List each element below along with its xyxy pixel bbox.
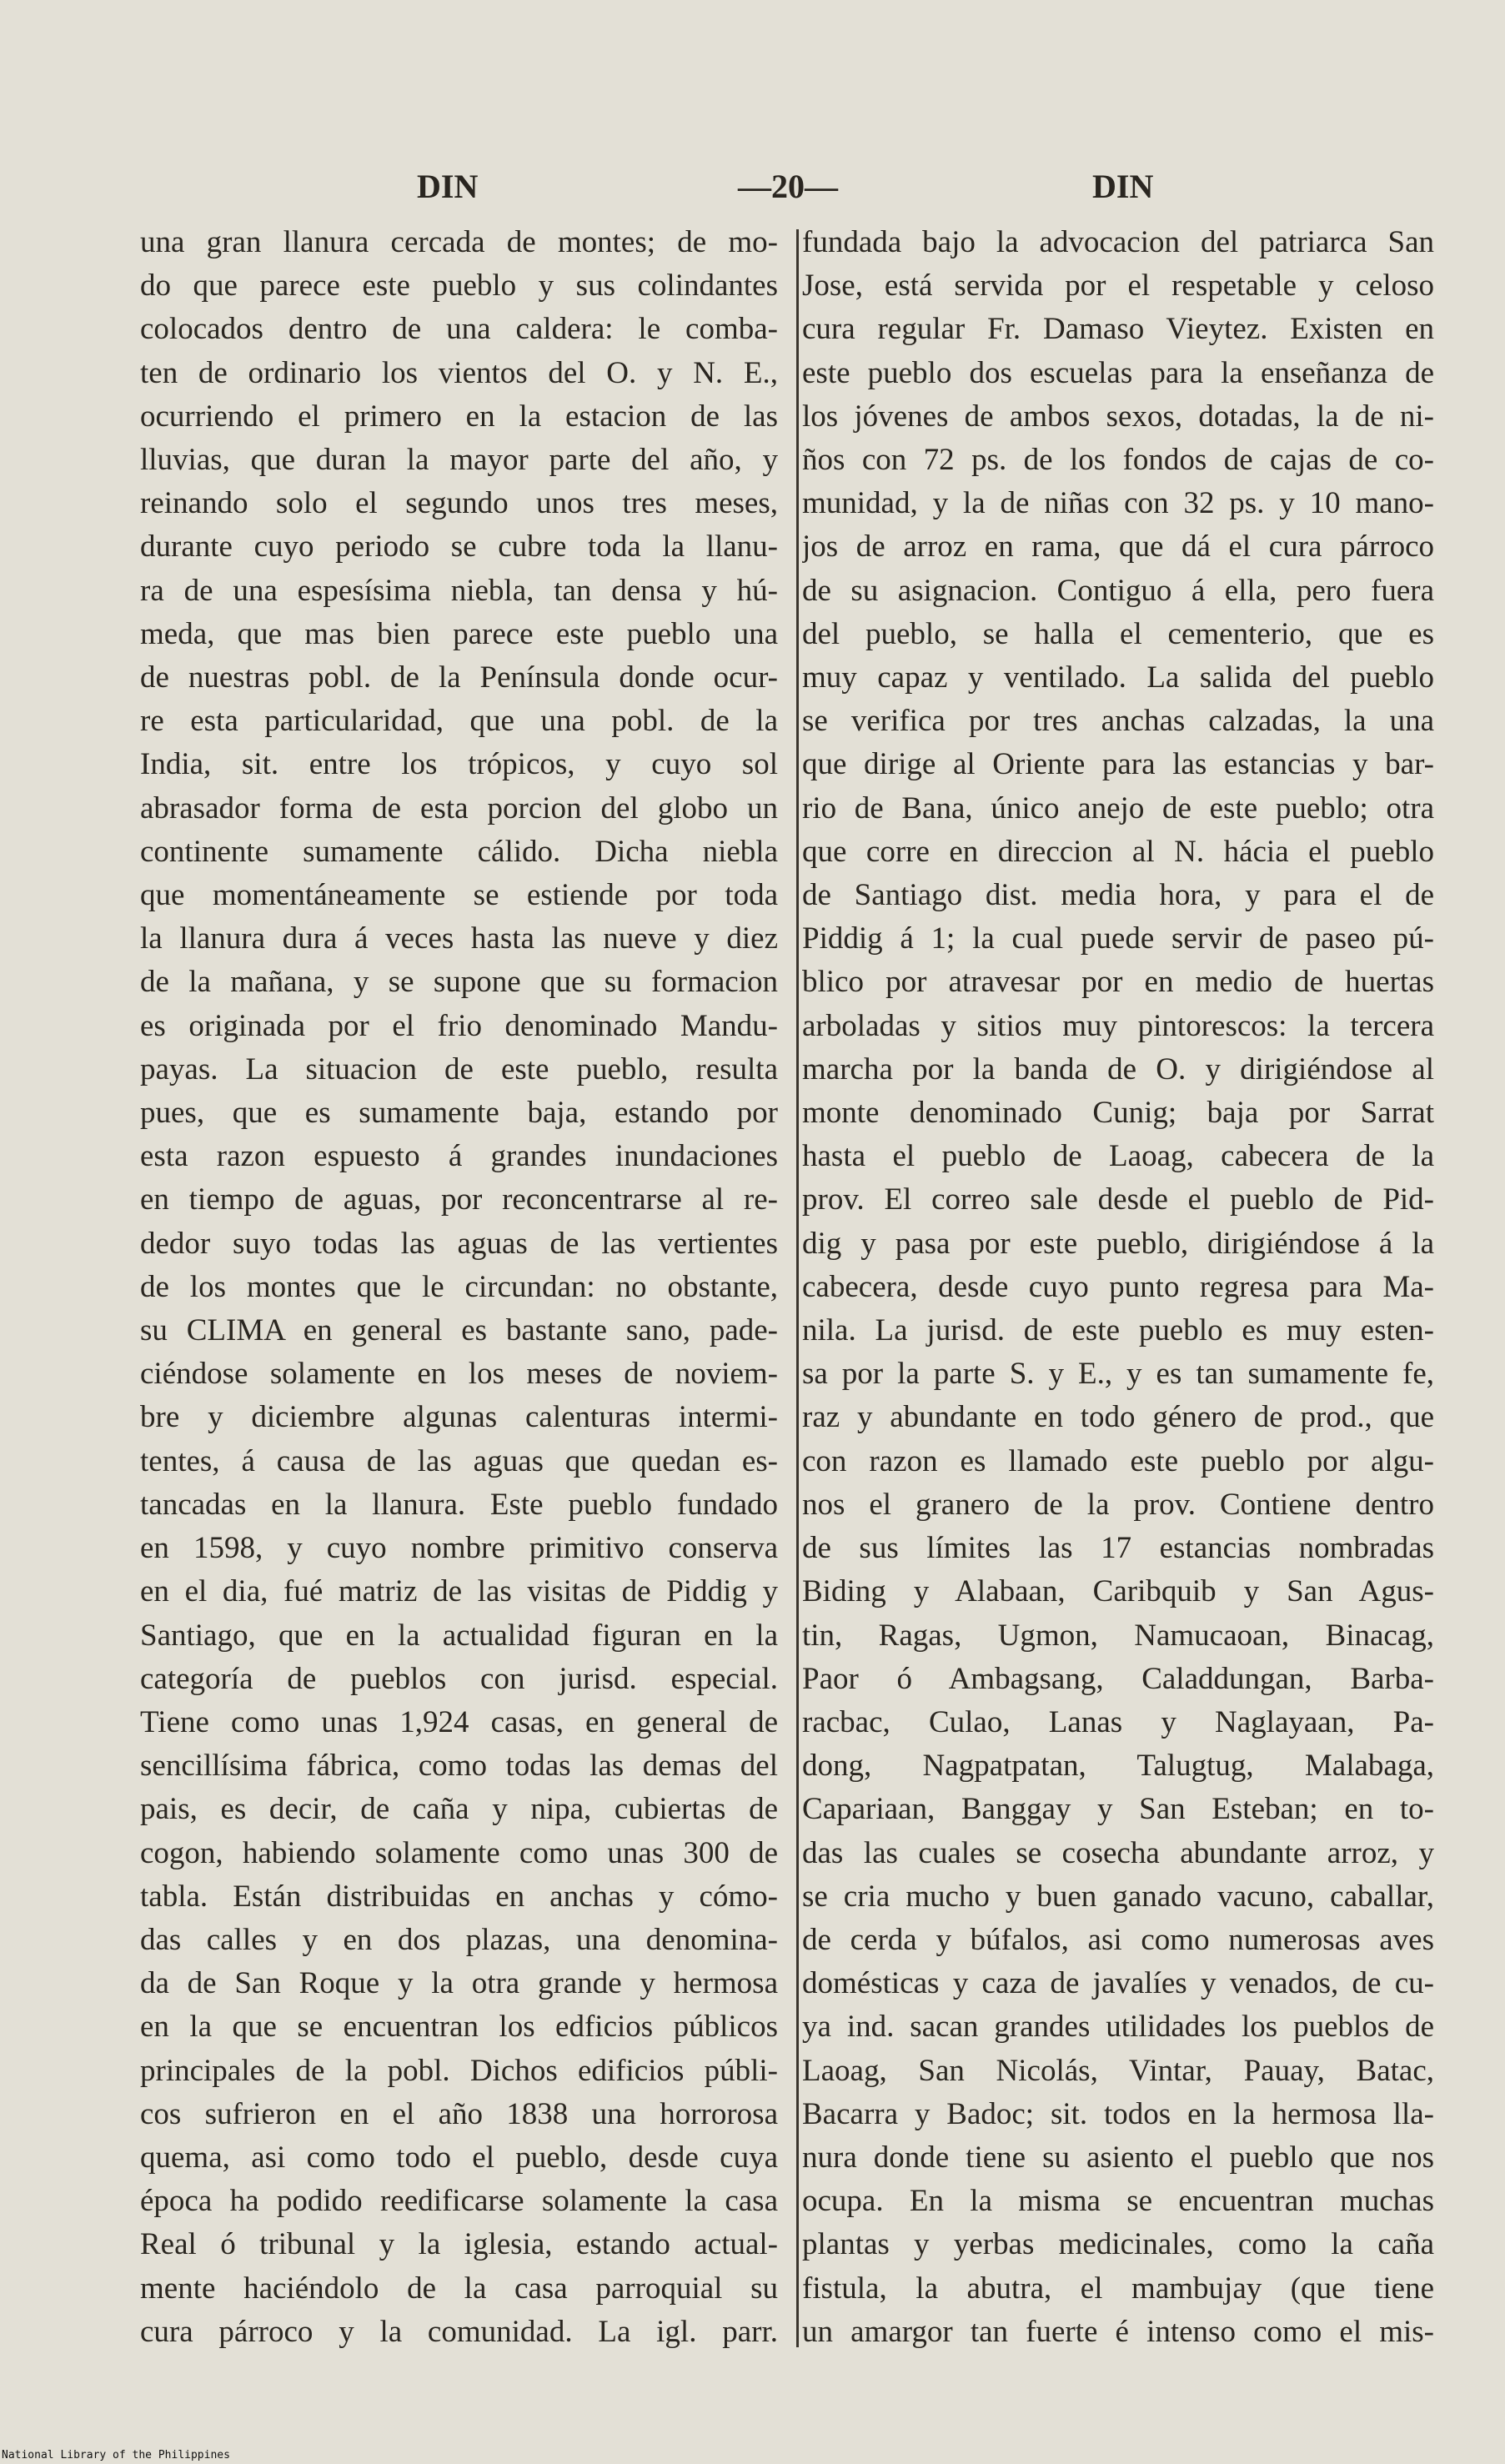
text-line: Biding y Alabaan, Caribquib y San Agus- bbox=[802, 1574, 1434, 1609]
text-line: en el dia, fué matriz de las visitas de Piddig y bbox=[140, 1574, 778, 1609]
text-line: continente sumamente cálido. Dicha niebla bbox=[140, 834, 778, 869]
text-line: en tiempo de aguas, por reconcentrarse al re- bbox=[140, 1182, 778, 1217]
text-line: blico por atravesar por en medio de huertas bbox=[802, 965, 1434, 1000]
text-line: abrasador forma de esta porcion del globo un bbox=[140, 790, 778, 826]
text-line: raz y abundante en todo género de prod., que bbox=[802, 1400, 1434, 1435]
text-line: colocados dentro de una caldera: le comba- bbox=[140, 312, 778, 347]
text-line: este pueblo dos escuelas para la enseñanza de bbox=[802, 355, 1434, 390]
text-line: principales de la pobl. Dichos edificios públi- bbox=[140, 2053, 778, 2088]
text-line: bre y diciembre algunas calenturas intermi- bbox=[140, 1400, 778, 1435]
text-line: de la mañana, y se supone que su formacion bbox=[140, 965, 778, 1000]
text-line: cura párroco y la comunidad. La igl. parr. bbox=[140, 2314, 778, 2349]
text-line: época ha podido reedificarse solamente la casa bbox=[140, 2184, 778, 2219]
text-line: Tiene como unas 1,924 casas, en general de bbox=[140, 1704, 778, 1739]
text-line: se verifica por tres anchas calzadas, la una bbox=[802, 704, 1434, 739]
running-header bbox=[125, 167, 1451, 217]
text-line: munidad, y la de niñas con 32 ps. y 10 mano- bbox=[802, 486, 1434, 521]
text-line: de sus límites las 17 estancias nombradas bbox=[802, 1531, 1434, 1566]
page-number: —20— bbox=[738, 168, 838, 205]
text-line: ya ind. sacan grandes utilidades los pueblos de bbox=[802, 2010, 1434, 2045]
text-line: con razon es llamado este pueblo por algu- bbox=[802, 1443, 1434, 1478]
text-line: en la que se encuentran los edficios públicos bbox=[140, 2010, 778, 2045]
text-line: re esta particularidad, que una pobl. de la bbox=[140, 704, 778, 739]
text-line: tabla. Están distribuidas en anchas y cómo- bbox=[140, 1879, 778, 1914]
text-line: fundada bajo la advocacion del patriarca San bbox=[802, 225, 1434, 259]
left-text-column bbox=[140, 221, 778, 2354]
text-line: del pueblo, se halla el cementerio, que es bbox=[802, 616, 1434, 651]
text-line: quema, asi como todo el pueblo, desde cuya bbox=[140, 2140, 778, 2175]
text-line: meda, que mas bien parece este pueblo una bbox=[140, 616, 778, 651]
text-line: ocurriendo el primero en la estacion de las bbox=[140, 399, 778, 434]
text-line: ños con 72 ps. de los fondos de cajas de co- bbox=[802, 443, 1434, 478]
text-line: ten de ordinario los vientos del O. y N. E., bbox=[140, 355, 778, 390]
text-line: tancadas en la llanura. Este pueblo fundado bbox=[140, 1487, 778, 1522]
text-line: sencillísima fábrica, como todas las demas del bbox=[140, 1749, 778, 1784]
text-line: es originada por el frio denominado Mandu- bbox=[140, 1008, 778, 1043]
text-line: que dirige al Oriente para las estancias y bar- bbox=[802, 747, 1434, 782]
text-line: domésticas y caza de javalíes y venados, de cu- bbox=[802, 1966, 1434, 2001]
text-line: arboladas y sitios muy pintorescos: la tercera bbox=[802, 1008, 1434, 1043]
text-line: muy capaz y ventilado. La salida del pueblo bbox=[802, 660, 1434, 695]
text-line: pais, es decir, de caña y nipa, cubiertas de bbox=[140, 1792, 778, 1827]
header-right-keyword: DIN bbox=[1092, 168, 1154, 205]
text-line: reinando solo el segundo unos tres meses, bbox=[140, 486, 778, 521]
text-line: Santiago, que en la actualidad figuran en la bbox=[140, 1618, 778, 1653]
text-line: de Santiago dist. media hora, y para el de bbox=[802, 878, 1434, 913]
text-line: de nuestras pobl. de la Península donde ocur- bbox=[140, 660, 778, 695]
text-line: los jóvenes de ambos sexos, dotadas, la de ni- bbox=[802, 399, 1434, 434]
text-line: nila. La jurisd. de este pueblo es muy esten- bbox=[802, 1313, 1434, 1348]
text-line: marcha por la banda de O. y dirigiéndose al bbox=[802, 1051, 1434, 1086]
text-line: dong, Nagpatpatan, Talugtug, Malabaga, bbox=[802, 1749, 1434, 1784]
text-line: da de San Roque y la otra grande y hermosa bbox=[140, 1966, 778, 2001]
text-line: Bacarra y Badoc; sit. todos en la hermosa lla- bbox=[802, 2096, 1434, 2131]
text-line: ocupa. En la misma se encuentran muchas bbox=[802, 2184, 1434, 2219]
text-line: prov. El correo sale desde el pueblo de Pid- bbox=[802, 1182, 1434, 1217]
text-line: lluvias, que duran la mayor parte del año, y bbox=[140, 443, 778, 478]
text-line: cabecera, desde cuyo punto regresa para Ma- bbox=[802, 1269, 1434, 1304]
text-line: cos sufrieron en el año 1838 una horrorosa bbox=[140, 2096, 778, 2131]
text-line: en 1598, y cuyo nombre primitivo conserva bbox=[140, 1531, 778, 1566]
right-text-column bbox=[802, 221, 1434, 2354]
text-line: rio de Bana, único anejo de este pueblo; otra bbox=[802, 790, 1434, 826]
text-line: categoría de pueblos con jurisd. especial. bbox=[140, 1661, 778, 1696]
text-line: ra de una espesísima niebla, tan densa y hú- bbox=[140, 573, 778, 608]
text-line: racbac, Culao, Lanas y Naglayaan, Pa- bbox=[802, 1704, 1434, 1739]
text-line: do que parece este pueblo y sus colindantes bbox=[140, 268, 778, 304]
text-line: la llanura dura á veces hasta las nueve y diez bbox=[140, 921, 778, 956]
text-line: payas. La situacion de este pueblo, resulta bbox=[140, 1051, 778, 1086]
text-line: mente haciéndolo de la casa parroquial su bbox=[140, 2271, 778, 2306]
column-divider bbox=[796, 229, 799, 2347]
text-line: Laoag, San Nicolás, Vintar, Pauay, Batac, bbox=[802, 2053, 1434, 2088]
text-line: se cria mucho y buen ganado vacuno, caballar, bbox=[802, 1879, 1434, 1914]
text-line: pues, que es sumamente baja, estando por bbox=[140, 1096, 778, 1131]
header-left-keyword: DIN bbox=[417, 168, 479, 205]
text-line: dig y pasa por este pueblo, dirigiéndose á la bbox=[802, 1226, 1434, 1261]
text-line: que corre en direccion al N. hácia el pueblo bbox=[802, 834, 1434, 869]
text-line: fistula, la abutra, el mambujay (que tiene bbox=[802, 2271, 1434, 2306]
text-line: ciéndose solamente en los meses de noviem- bbox=[140, 1357, 778, 1392]
text-line: cogon, habiendo solamente como unas 300 de bbox=[140, 1835, 778, 1870]
text-line: una gran llanura cercada de montes; de mo- bbox=[140, 225, 778, 259]
text-line: monte denominado Cunig; baja por Sarrat bbox=[802, 1096, 1434, 1131]
text-line: jos de arroz en rama, que dá el cura párroco bbox=[802, 529, 1434, 565]
text-line: un amargor tan fuerte é intenso como el mis- bbox=[802, 2314, 1434, 2349]
text-line: plantas y yerbas medicinales, como la caña bbox=[802, 2227, 1434, 2262]
text-line: de los montes que le circundan: no obstante, bbox=[140, 1269, 778, 1304]
text-line: Paor ó Ambagsang, Caladdungan, Barba- bbox=[802, 1661, 1434, 1696]
text-line: sa por la parte S. y E., y es tan sumamente fe, bbox=[802, 1357, 1434, 1392]
text-line: Real ó tribunal y la iglesia, estando actual- bbox=[140, 2227, 778, 2262]
text-line: durante cuyo periodo se cubre toda la llanu- bbox=[140, 529, 778, 565]
text-line: de su asignacion. Contiguo á ella, pero fuera bbox=[802, 573, 1434, 608]
text-line: hasta el pueblo de Laoag, cabecera de la bbox=[802, 1139, 1434, 1174]
text-line: esta razon espuesto á grandes inundaciones bbox=[140, 1139, 778, 1174]
text-line: de cerda y búfalos, asi como numerosas aves bbox=[802, 1922, 1434, 1957]
text-line: tin, Ragas, Ugmon, Namucaoan, Binacag, bbox=[802, 1618, 1434, 1653]
text-line: das las cuales se cosecha abundante arroz, y bbox=[802, 1835, 1434, 1870]
text-line: Capariaan, Banggay y San Esteban; en to- bbox=[802, 1792, 1434, 1827]
text-line: Piddig á 1; la cual puede servir de paseo pú- bbox=[802, 921, 1434, 956]
text-line: su CLIMA en general es bastante sano, pade- bbox=[140, 1313, 778, 1348]
text-line: dedor suyo todas las aguas de las vertientes bbox=[140, 1226, 778, 1261]
text-line: cura regular Fr. Damaso Vieytez. Existen en bbox=[802, 312, 1434, 347]
text-line: nura donde tiene su asiento el pueblo que nos bbox=[802, 2140, 1434, 2175]
text-line: que momentáneamente se estiende por toda bbox=[140, 878, 778, 913]
text-line: das calles y en dos plazas, una denomina- bbox=[140, 1922, 778, 1957]
text-line: India, sit. entre los trópicos, y cuyo sol bbox=[140, 747, 778, 782]
library-credit: National Library of the Philippines bbox=[2, 2449, 230, 2461]
text-line: tentes, á causa de las aguas que quedan es- bbox=[140, 1443, 778, 1478]
text-line: Jose, está servida por el respetable y celoso bbox=[802, 268, 1434, 304]
text-line: nos el granero de la prov. Contiene dentro bbox=[802, 1487, 1434, 1522]
